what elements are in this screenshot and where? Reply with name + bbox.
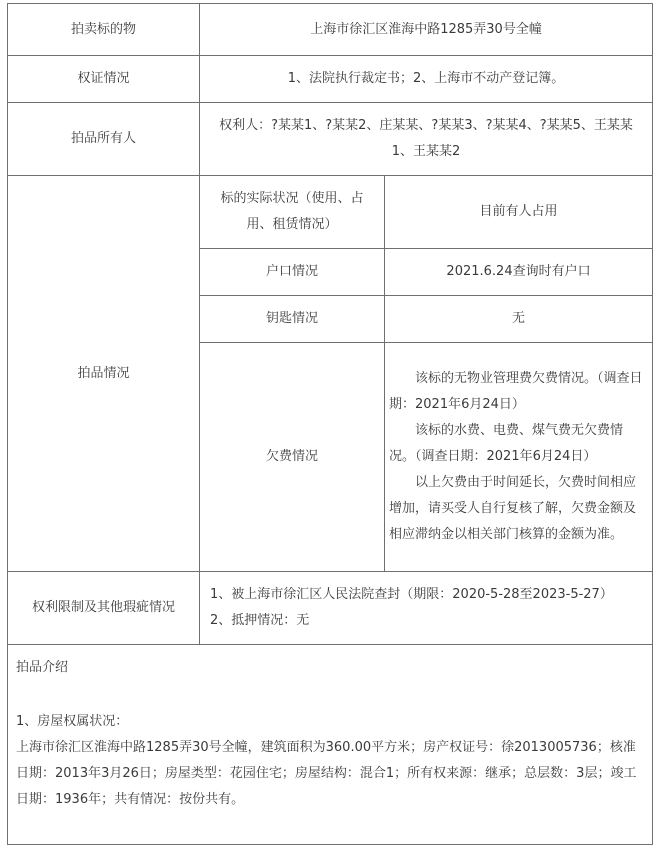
owners-value: 权利人：?某某1、?某某2、庄某某、?某某3、?某某4、?某某5、王某某1、王某某2 xyxy=(200,103,653,176)
arrears-label: 欠费情况 xyxy=(200,343,385,572)
intro-cell xyxy=(8,645,653,845)
row-owners xyxy=(8,103,653,176)
row-status-occupancy xyxy=(8,176,653,249)
restrictions-label: 权利限制及其他瑕疵情况 xyxy=(8,572,200,645)
keys-value: 无 xyxy=(385,296,653,343)
intro-title: 拍品介绍 xyxy=(16,660,69,675)
hukou-label: 户口情况 xyxy=(200,249,385,296)
status-label: 拍品情况 xyxy=(8,176,200,572)
row-restrictions xyxy=(8,572,653,645)
occupancy-value: 目前有人占用 xyxy=(385,176,653,249)
restriction-line-1: 1、被上海市徐汇区人民法院查封（期限：2020-5-28至2023-5-27） xyxy=(210,587,613,602)
owners-label: 拍品所有人 xyxy=(8,103,200,176)
intro-section-heading: 1、房屋权属状况： xyxy=(16,714,129,729)
arrears-paragraph-1: 该标的无物业管理费欠费情况。（调查日期：2021年6月24日） xyxy=(389,371,643,412)
arrears-value xyxy=(385,343,653,572)
row-lot xyxy=(8,4,653,56)
certificate-label: 权证情况 xyxy=(8,56,200,103)
row-intro xyxy=(8,645,653,845)
lot-label: 拍卖标的物 xyxy=(8,4,200,56)
occupancy-label: 标的实际状况（使用、占用、租赁情况） xyxy=(200,176,385,249)
lot-value: 上海市徐汇区淮海中路1285弄30号全幢 xyxy=(200,4,653,56)
intro-body: 上海市徐汇区淮海中路1285弄30号全幢，建筑面积为360.00平方米；房产权证号：徐2013005736；核准日期：2013年3月26日；房屋类型：花园住宅；房屋结构：混合1；所有权来源：继承；总层数：3层；竣工日期：1936年；共有情况：按份共有。 xyxy=(16,740,637,807)
restriction-line-2: 2、抵押情况：无 xyxy=(210,613,310,628)
restrictions-value xyxy=(200,572,653,645)
arrears-paragraph-3: 以上欠费由于时间延长，欠费时间相应增加，请买受人自行复核了解，欠费金额及相应滞纳金以相关部门核算的金额为准。 xyxy=(389,475,637,542)
row-certificate xyxy=(8,56,653,103)
keys-label: 钥匙情况 xyxy=(200,296,385,343)
auction-info-table xyxy=(7,3,653,845)
certificate-value: 1、法院执行裁定书；2、上海市不动产登记簿。 xyxy=(200,56,653,103)
hukou-value: 2021.6.24查询时有户口 xyxy=(385,249,653,296)
arrears-paragraph-2: 该标的水费、电费、煤气费无欠费情况。（调查日期：2021年6月24日） xyxy=(389,423,624,464)
